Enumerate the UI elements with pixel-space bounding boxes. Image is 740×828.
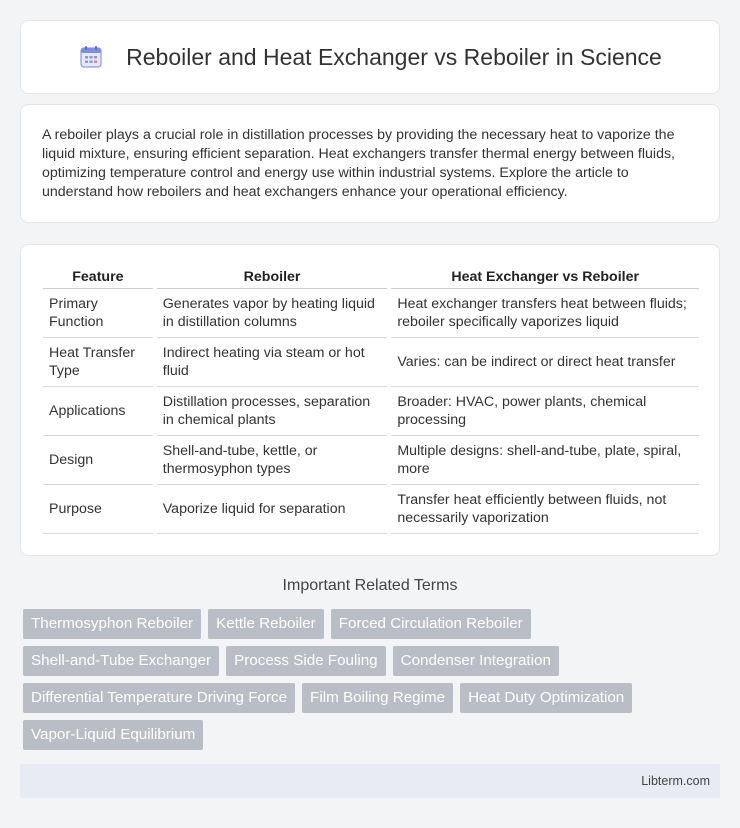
term-heat-duty-optimization[interactable]: Heat Duty Optimization (460, 683, 632, 713)
cell-reboiler: Indirect heating via steam or hot fluid (157, 338, 388, 387)
related-terms-heading: Important Related Terms (282, 577, 458, 594)
term-thermosyphon-reboiler[interactable]: Thermosyphon Reboiler (23, 609, 201, 639)
table-row (43, 338, 699, 387)
page-title: Reboiler and Heat Exchanger vs Reboiler in Science (126, 43, 662, 70)
comparison-table-card (20, 244, 720, 556)
header-feature: Feature (43, 265, 153, 289)
table-row (43, 387, 699, 436)
table-row (43, 485, 699, 534)
table-row (43, 289, 699, 338)
calendar-icon (78, 44, 104, 70)
footer (20, 764, 720, 798)
term-condenser-integration[interactable]: Condenser Integration (393, 646, 559, 676)
cell-heat-exchanger: Transfer heat efficiently between fluids, not necessarily vaporization (391, 485, 699, 534)
comparison-table (39, 265, 703, 534)
term-vapor-liquid-equilibrium[interactable]: Vapor-Liquid Equilibrium (23, 720, 203, 750)
cell-feature: Purpose (43, 485, 153, 534)
table-header-row (43, 265, 699, 289)
cell-feature: Design (43, 436, 153, 485)
term-film-boiling-regime[interactable]: Film Boiling Regime (302, 683, 453, 713)
header-reboiler: Reboiler (157, 265, 388, 289)
title-card (20, 20, 720, 94)
cell-heat-exchanger: Broader: HVAC, power plants, chemical processing (391, 387, 699, 436)
cell-heat-exchanger: Multiple designs: shell-and-tube, plate, spiral, more (391, 436, 699, 485)
term-shell-and-tube-exchanger[interactable]: Shell-and-Tube Exchanger (23, 646, 219, 676)
term-differential-temperature-driving-force[interactable]: Differential Temperature Driving Force (23, 683, 295, 713)
term-forced-circulation-reboiler[interactable]: Forced Circulation Reboiler (331, 609, 531, 639)
footer-brand[interactable]: Libterm.com (641, 774, 710, 788)
term-kettle-reboiler[interactable]: Kettle Reboiler (208, 609, 324, 639)
cell-feature: Heat Transfer Type (43, 338, 153, 387)
cell-reboiler: Generates vapor by heating liquid in distillation columns (157, 289, 388, 338)
cell-feature: Applications (43, 387, 153, 436)
cell-heat-exchanger: Heat exchanger transfers heat between fluids; reboiler specifically vaporizes liquid (391, 289, 699, 338)
table-row (43, 436, 699, 485)
cell-reboiler: Shell-and-tube, kettle, or thermosyphon types (157, 436, 388, 485)
intro-card (20, 104, 720, 223)
term-process-side-fouling[interactable]: Process Side Fouling (226, 646, 386, 676)
intro-text: A reboiler plays a crucial role in distillation processes by providing the necessary heat to vaporize the liquid mixture, ensuring efficient separation. Heat exchangers transfer thermal energy between fluids, optimizing temperature control and energy use within industrial systems. Explore the article to understand how reboilers and heat exchangers enhance your operational efficiency. (42, 127, 675, 200)
header-heat-exchanger: Heat Exchanger vs Reboiler (391, 265, 699, 289)
cell-feature: Primary Function (43, 289, 153, 338)
cell-reboiler: Vaporize liquid for separation (157, 485, 388, 534)
related-terms-list (23, 609, 723, 750)
cell-reboiler: Distillation processes, separation in chemical plants (157, 387, 388, 436)
cell-heat-exchanger: Varies: can be indirect or direct heat transfer (391, 338, 699, 387)
